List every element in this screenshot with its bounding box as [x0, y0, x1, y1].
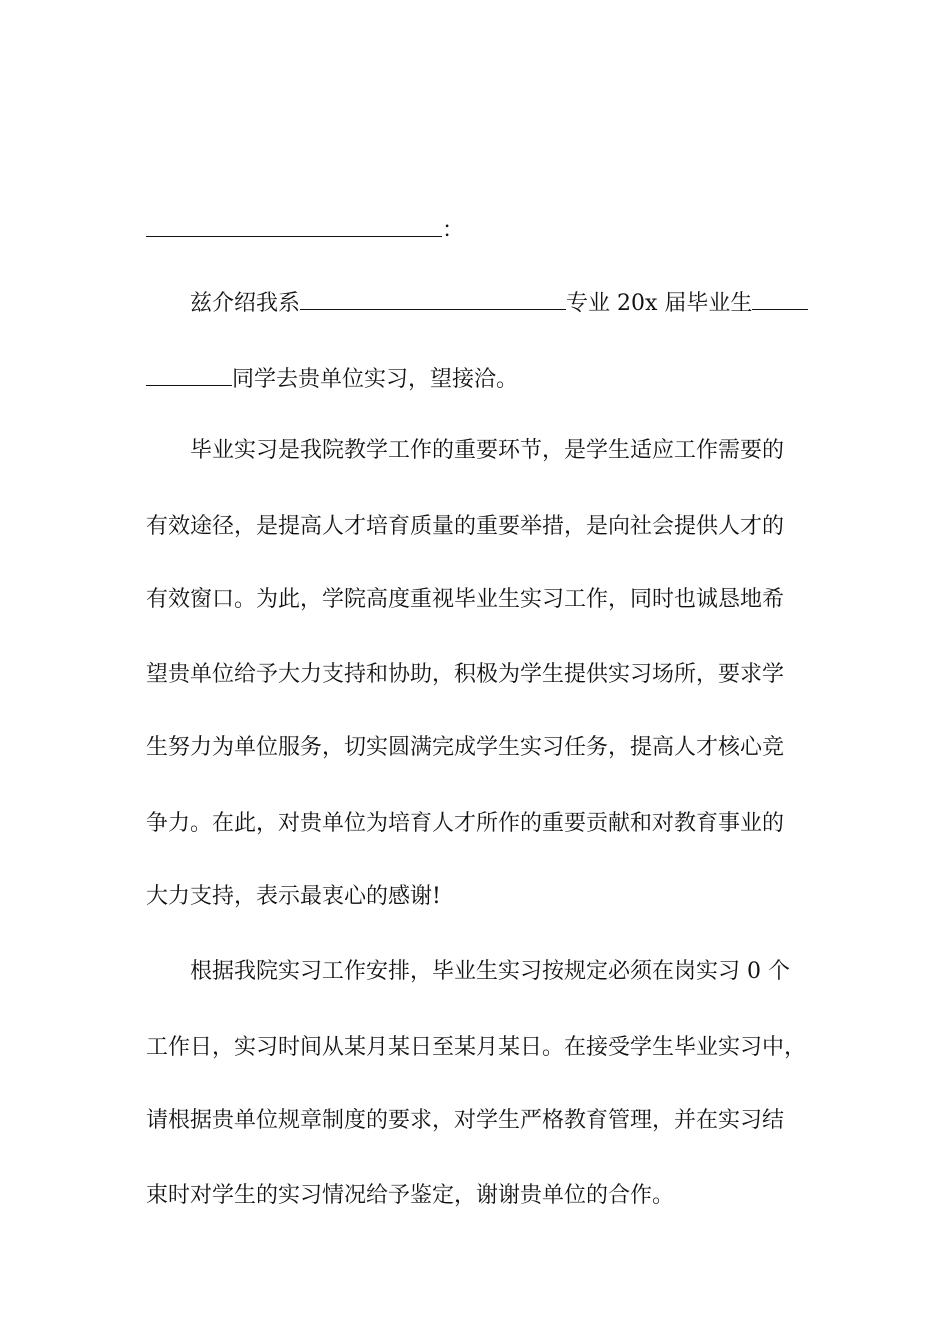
major-blank [300, 287, 566, 310]
paragraph-line: 毕业实习是我院教学工作的重要环节，是学生适应工作需要的 [190, 438, 785, 463]
recipient-blank [146, 214, 442, 237]
paragraph-line: 工作日，实习时间从某月某日至某月某日。在接受学生毕业实习中， [146, 1035, 807, 1060]
paragraph-line: 争力。在此，对贵单位为培育人才所作的重要贡献和对教育事业的 [146, 811, 785, 836]
salutation-colon: ： [442, 218, 465, 243]
paragraph-line: 有效窗口。为此，学院高度重视毕业生实习工作，同时也诚恳地希 [146, 587, 785, 612]
paragraph-line: 根据我院实习工作安排，毕业生实习按规定必须在岗实习 0 个 [190, 959, 790, 984]
intro-line-1 [190, 287, 808, 319]
salutation-line [146, 214, 464, 246]
student-name-blank-part1 [752, 287, 808, 310]
intro-text-2: 专业 20x 届毕业生 [566, 291, 753, 316]
intro-text-3: 同学去贵单位实习，望接洽。 [232, 367, 519, 392]
paragraph-line: 生努力为单位服务，切实圆满完成学生实习任务，提高人才核心竞 [146, 735, 785, 760]
paragraph-line: 请根据贵单位规章制度的要求，对学生严格教育管理，并在实习结 [146, 1108, 785, 1133]
intro-line-2 [146, 363, 518, 395]
paragraph-line: 束时对学生的实习情况给予鉴定，谢谢贵单位的合作。 [146, 1183, 675, 1208]
paragraph-line: 望贵单位给予大力支持和协助，积极为学生提供实习场所，要求学 [146, 662, 785, 687]
student-name-blank-part2 [146, 363, 232, 386]
paragraph-line: 有效途径，是提高人才培育质量的重要举措，是向社会提供人才的 [146, 514, 785, 539]
paragraph-line: 大力支持，表示最衷心的感谢! [146, 884, 441, 909]
intro-text-1: 兹介绍我系 [190, 291, 301, 316]
